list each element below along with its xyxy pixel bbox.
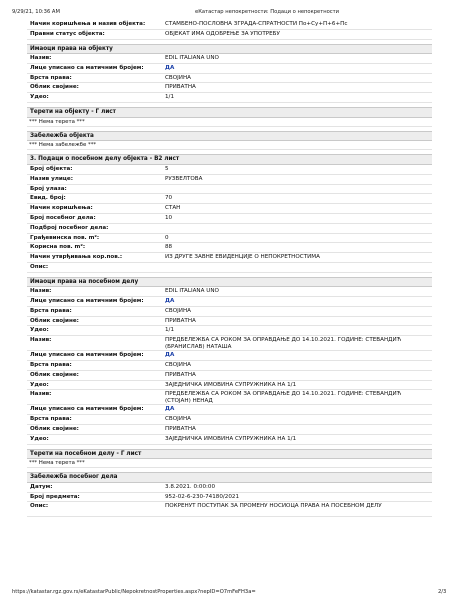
print-header (0, 0, 460, 20)
unit-value: 5 (165, 165, 169, 172)
owner-name-value: ПРЕДБЕЛЕЖБА СА РОКОМ ЗА ОПРАВДАЊЕ ДО 14.10.2021. ГОДИНЕ: СТЕВАНДИЋ (БРАНИСЛАВ) НАТАША (165, 337, 402, 350)
section-owners-object: Имаоци права на објекту (27, 44, 432, 55)
owner-object-right-row (27, 74, 432, 84)
remark-description-value: ПОКРЕНУТ ПОСТУПАК ЗА ПРОМЕНУ НОСИОЦА ПРАВА НА ПОСЕБНОМ ДЕЛУ (165, 503, 382, 510)
owner-unit-share-row (27, 435, 432, 445)
owner-right-value: СВОЈИНА (165, 416, 192, 423)
remark-description-label: Опис: (30, 503, 49, 510)
unit-row (27, 234, 432, 244)
owner-name-label: Назив: (30, 391, 52, 398)
owner-form-value: ПРИВАТНА (165, 425, 196, 432)
unit-label: Број посебног дела: (30, 214, 96, 221)
unit-label: Број улаза: (30, 185, 67, 192)
remark-case-row (27, 493, 432, 503)
owner-right-value: СВОЈИНА (165, 307, 192, 314)
legal-status-row (27, 30, 432, 40)
section-remarks-unit: Забележба посебног дела (27, 472, 432, 483)
owner-object-share-row (27, 93, 432, 103)
unit-label: Подброј посебног дела: (30, 224, 109, 231)
owner-form-label: Облик својине: (30, 425, 79, 432)
unit-row (27, 243, 432, 253)
section-unit-data: 3. Подаци о посебном делу објекта - В2 лист (27, 154, 432, 165)
owner-reg-label: Лице уписано са матичним бројем: (30, 64, 144, 71)
owner-form-label: Облик својине: (30, 371, 79, 378)
print-url[interactable]: https://katastar.rgz.gov.rs/eKatastarPublic/NepokretnostProperties.aspx?nepID=O7mFeFH3a= (12, 589, 256, 595)
usage-row (27, 20, 432, 30)
page-number: 2/3 (438, 589, 447, 595)
owner-unit-share-row (27, 381, 432, 391)
owner-form-value: ПРИВАТНА (165, 317, 196, 324)
unit-row (27, 253, 432, 263)
owner-unit-form-row (27, 425, 432, 435)
owner-unit-share-row (27, 326, 432, 336)
owner-reg-label: Лице уписано са матичним бројем: (30, 352, 144, 359)
remark-date-label: Датум: (30, 483, 53, 490)
owner-unit-right-row (27, 307, 432, 317)
unit-row (27, 194, 432, 204)
remark-date-value: 3.8.2021. 0:00:00 (165, 483, 216, 490)
remark-date-row (27, 483, 432, 493)
owner-name-value: ПРЕДБЕЛЕЖБА СА РОКОМ ЗА ОПРАВДАЊЕ ДО 14.10.2021. ГОДИНЕ: СТЕВАНДИЋ (СТОЈАН) НЕНАД (165, 391, 402, 404)
unit-value: 88 (165, 244, 173, 251)
owner-unit-reg-row (27, 297, 432, 307)
unit-row (27, 214, 432, 224)
encumbrances-object-note: *** Нема терета *** (27, 118, 432, 127)
owner-name-label: Назив: (30, 288, 52, 295)
unit-label: Начин утврђивања кор.пов.: (30, 254, 123, 261)
owner-unit-form-row (27, 371, 432, 381)
encumbrances-unit-note: *** Нема терета *** (27, 459, 432, 468)
owner-share-value: 1/1 (165, 94, 175, 101)
unit-value: ИЗ ДРУГЕ ЗАВНЕ ЕВИДЕНЦИЈЕ О НЕПОКРЕТНОСТИМА (165, 254, 320, 261)
unit-label: Грађевинска пов. m²: (30, 234, 100, 241)
print-datetime: 9/29/21, 10:36 AM (12, 9, 60, 15)
unit-value: 10 (165, 214, 173, 221)
legal-status-label: Правни статус објекта: (30, 30, 105, 37)
unit-row (27, 224, 432, 234)
unit-label: Опис: (30, 263, 49, 270)
owner-right-label: Врста права: (30, 362, 72, 368)
owner-name-value: EDIL ITALIANA UNO (165, 55, 219, 62)
owner-share-label: Удео: (30, 94, 49, 101)
owner-share-label: Удео: (30, 381, 49, 388)
owner-unit-form-row (27, 317, 432, 327)
owner-right-label: Врста права: (30, 307, 72, 314)
owner-unit-right-row (27, 361, 432, 371)
unit-label: Назив улице: (30, 175, 73, 182)
section-encumbrances-unit: Терети на посебном делу - Г лист (27, 449, 432, 460)
unit-label: Евид. број: (30, 195, 66, 202)
owner-reg-value: ДА (165, 352, 175, 359)
owner-reg-label: Лице уписано са матичним бројем: (30, 298, 144, 305)
unit-value: СТАН (165, 205, 181, 212)
owner-right-value: СВОЈИНА (165, 74, 192, 81)
owner-object-form-row (27, 83, 432, 93)
owner-share-value: 1/1 (165, 327, 175, 334)
unit-label: Начин коришћења: (30, 205, 93, 212)
legal-status-value: ОБЈЕКАТ ИМА ОДОБРЕЊЕ ЗА УПОТРЕБУ (165, 30, 280, 37)
owner-form-value: ПРИВАТНА (165, 371, 196, 378)
section-remarks-object: Забележба објекта (27, 131, 432, 142)
unit-row (27, 175, 432, 185)
unit-label: Корисна пов. m²: (30, 244, 86, 251)
owner-form-label: Облик својине: (30, 84, 79, 91)
owner-share-label: Удео: (30, 327, 49, 334)
unit-row (27, 263, 432, 273)
unit-row (27, 165, 432, 175)
owner-unit-right-row (27, 415, 432, 425)
owner-share-label: Удео: (30, 435, 49, 442)
owner-reg-label: Лице уписано са матичним бројем: (30, 406, 144, 413)
owner-unit-reg-row (27, 351, 432, 361)
owner-name-label: Назив: (30, 55, 52, 62)
owner-unit-name-row (27, 390, 432, 405)
owner-form-value: ПРИВАТНА (165, 84, 196, 91)
owner-right-label: Врста права: (30, 74, 72, 81)
unit-row (27, 185, 432, 195)
owner-unit-name-row (27, 287, 432, 297)
remark-description-row (27, 502, 432, 517)
owner-object-reg-row (27, 64, 432, 74)
owner-unit-reg-row (27, 405, 432, 415)
unit-value: РУЗВЕЛТОВА (165, 175, 203, 182)
usage-value: СТАМБЕНО-ПОСЛОВНА ЗГРАДА-СПРАТНОСТИ По+Су+П+6+Пс (165, 21, 348, 27)
owner-right-value: СВОЈИНА (165, 362, 192, 368)
unit-label: Број објекта: (30, 165, 73, 172)
owner-name-label: Назив: (30, 337, 52, 344)
owner-unit-name-row (27, 336, 432, 351)
owner-share-value: ЗАЈЕДНИЧКА ИМОВИНА СУПРУЖНИКА НА 1/1 (165, 381, 297, 388)
property-document (27, 20, 432, 517)
print-footer (0, 586, 460, 600)
owner-name-value: EDIL ITALIANA UNO (165, 288, 219, 295)
owner-reg-value: ДА (165, 64, 175, 71)
section-owners-unit: Имаоци права на посебном делу (27, 277, 432, 288)
owner-form-label: Облик својине: (30, 317, 79, 324)
unit-value: 70 (165, 195, 173, 202)
unit-value: 0 (165, 234, 169, 241)
remarks-object-note: *** Нема забележбе *** (27, 141, 432, 150)
section-encumbrances-object: Терети на објекту - Г лист (27, 107, 432, 118)
remark-case-label: Број предмета: (30, 493, 80, 500)
print-title: еКатастар непокретности: Подаци о непокретности (195, 9, 340, 15)
unit-row (27, 204, 432, 214)
owner-share-value: ЗАЈЕДНИЧКА ИМОВИНА СУПРУЖНИКА НА 1/1 (165, 435, 297, 442)
owner-right-label: Врста права: (30, 416, 72, 423)
owner-object-name-row (27, 54, 432, 64)
remark-case-value: 952-02-6-230-74180/2021 (165, 493, 240, 500)
usage-label: Начин коришћења и назив објекта: (30, 21, 146, 27)
owner-reg-value: ДА (165, 298, 175, 305)
owner-reg-value: ДА (165, 406, 175, 413)
